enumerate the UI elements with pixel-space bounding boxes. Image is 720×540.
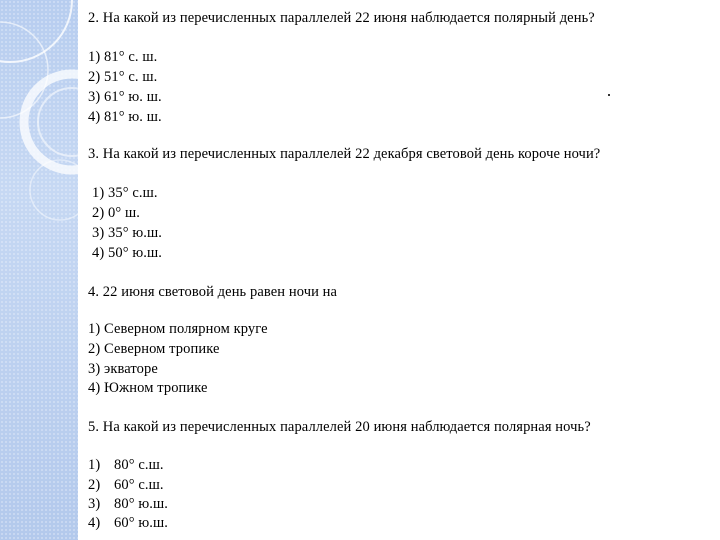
q5-option-4 — [88, 514, 168, 532]
q5-option-3 — [88, 495, 168, 513]
q2-option-3: 3) 61° ю. ш. — [88, 89, 162, 105]
q2-option-2: 2) 51° с. ш. — [88, 69, 158, 85]
q5-option-2-text: 60° с.ш. — [114, 477, 164, 493]
q5-option-4-text: 60° ю.ш. — [114, 515, 168, 531]
decorative-sidebar — [0, 0, 78, 540]
q4-option-1: 1) Северном полярном круге — [88, 321, 268, 337]
stray-dot — [608, 94, 610, 96]
q3-option-1: 1) 35° с.ш. — [92, 185, 158, 201]
q3-title: 3. На какой из перечисленных параллелей 22 декабря световой день короче ночи? — [88, 146, 601, 162]
q5-option-2-number: 2) — [88, 477, 101, 493]
q5-option-1 — [88, 456, 164, 474]
q4-option-4: 4) Южном тропике — [88, 380, 208, 396]
q5-title: 5. На какой из перечисленных параллелей 20 июня наблюдается полярная ночь? — [88, 419, 591, 435]
q3-option-4: 4) 50° ю.ш. — [92, 245, 162, 261]
q5-option-3-text: 80° ю.ш. — [114, 496, 168, 512]
q2-title: 2. На какой из перечисленных параллелей 22 июня наблюдается полярный день? — [88, 10, 595, 26]
q2-option-1: 1) 81° с. ш. — [88, 49, 158, 65]
worksheet-content — [78, 0, 720, 540]
q4-option-3: 3) экваторе — [88, 361, 158, 377]
q3-option-3: 3) 35° ю.ш. — [92, 225, 162, 241]
q5-option-1-text: 80° с.ш. — [114, 457, 164, 473]
q5-option-1-number: 1) — [88, 457, 101, 473]
q2-option-4: 4) 81° ю. ш. — [88, 109, 162, 125]
circle-decoration-icon — [0, 0, 78, 240]
q5-option-4-number: 4) — [88, 515, 101, 531]
q4-title: 4. 22 июня световой день равен ночи на — [88, 284, 338, 300]
q4-option-2: 2) Северном тропике — [88, 341, 220, 357]
q5-option-2 — [88, 476, 164, 494]
q3-option-2: 2) 0° ш. — [92, 205, 140, 221]
q5-option-3-number: 3) — [88, 496, 101, 512]
